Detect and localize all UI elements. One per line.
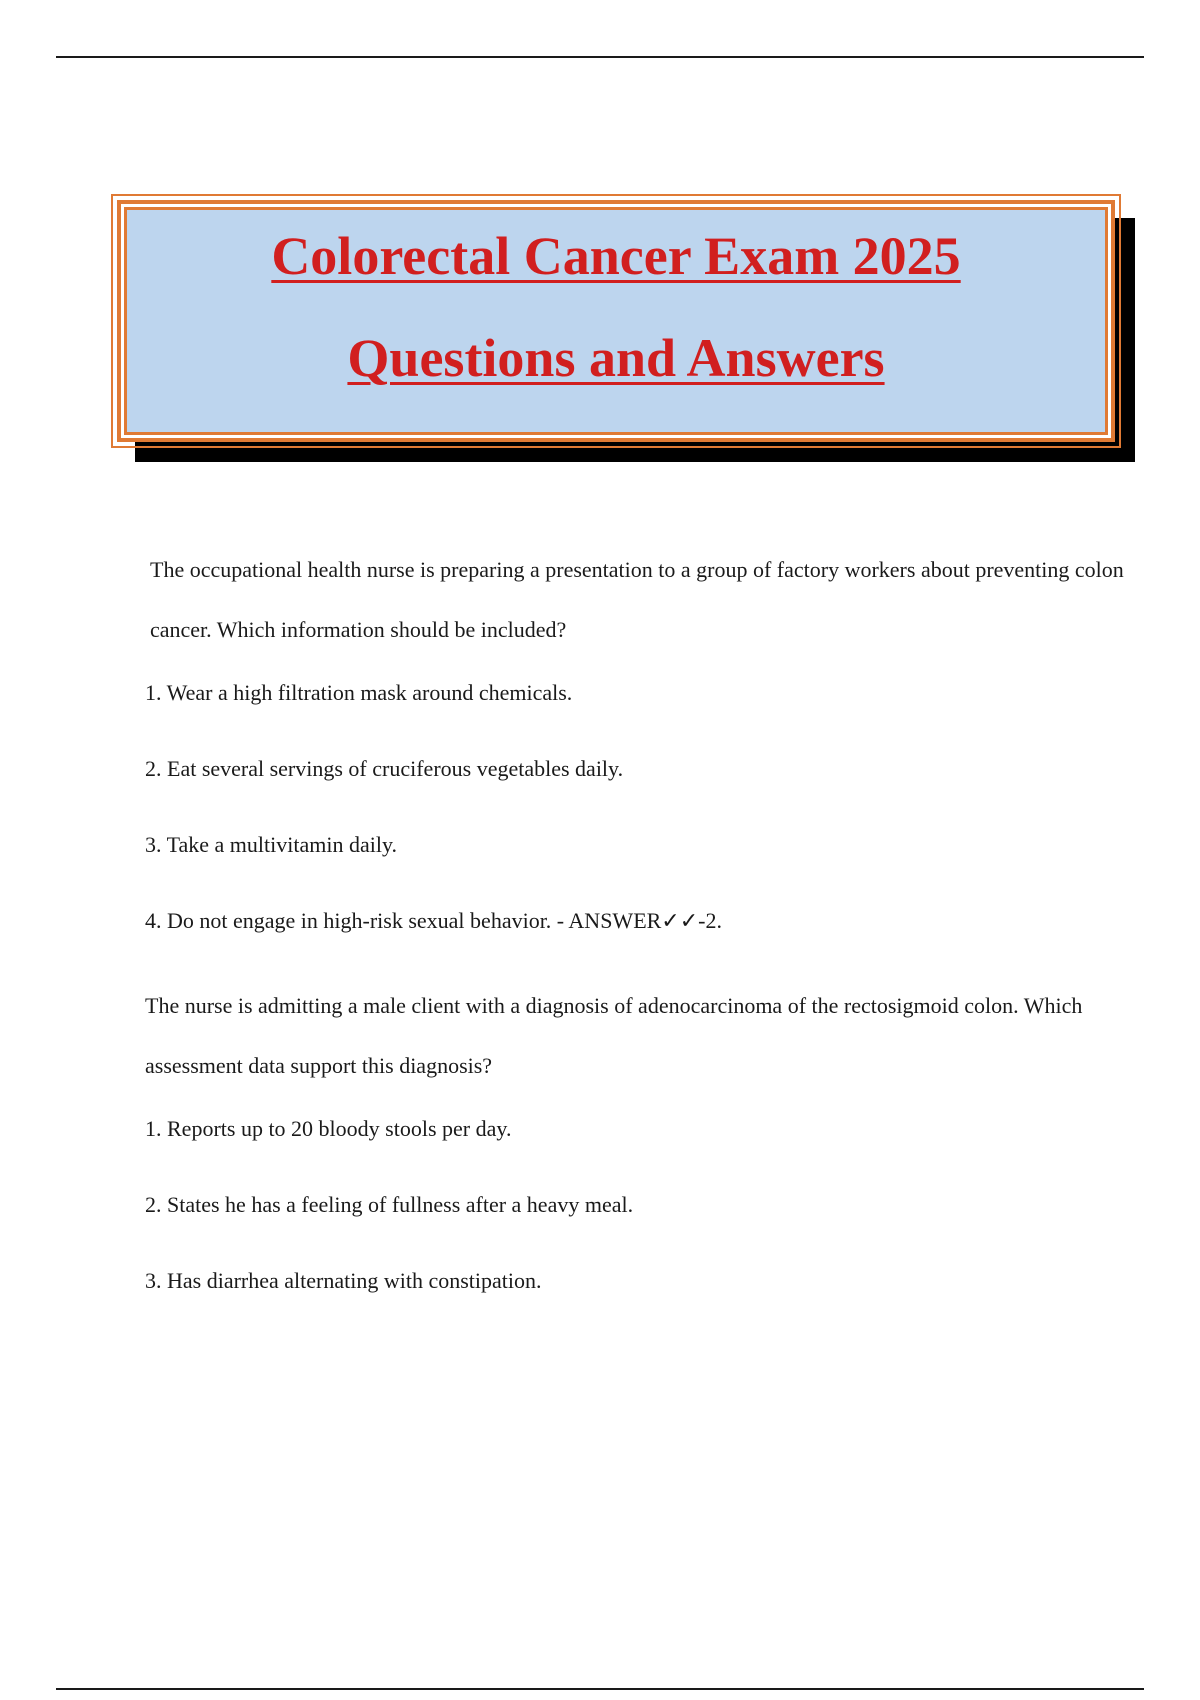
question-2-option-2: 2. States he has a feeling of fullness after a heavy meal. [145,1192,634,1217]
question-1-option-4-answer: 4. Do not engage in high-risk sexual behavior. - ANSWER✓✓-2. [145,908,722,933]
question-1-option-2: 2. Eat several servings of cruciferous vegetables daily. [145,756,624,781]
question-1-option-3: 3. Take a multivitamin daily. [145,832,398,857]
title-line-2: Questions and Answers [347,328,885,388]
title-banner [117,200,1115,442]
footer-rule [56,1688,1144,1690]
question-2-text: The nurse is admitting a male client with a diagnosis of adenocarcinoma of the rectosigmoid colon. Which assessment data support this diagnosis? [145,993,1083,1078]
question-1-text: The occupational health nurse is preparing a presentation to a group of factory workers about preventing colon cancer. Which information should be included? [150,557,1124,642]
question-1-option-1: 1. Wear a high filtration mask around chemicals. [145,680,573,705]
header-rule [56,56,1144,58]
document-body [145,540,1125,1342]
question-2-option-3: 3. Has diarrhea alternating with constipation. [145,1268,542,1293]
title-line-1: Colorectal Cancer Exam 2025 [271,226,961,286]
question-2-option-1: 1. Reports up to 20 bloody stools per day. [145,1116,512,1141]
